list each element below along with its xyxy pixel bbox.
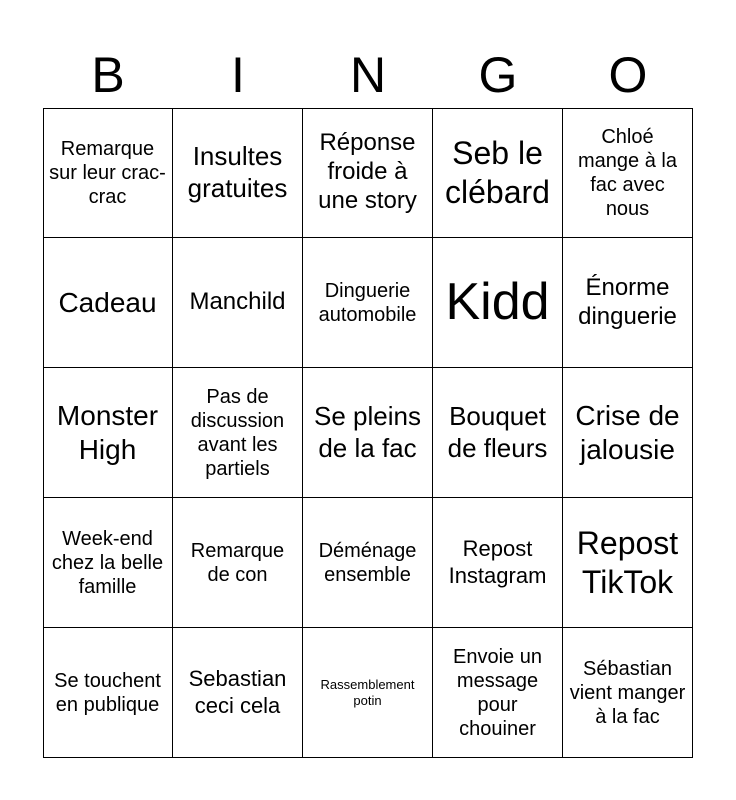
bingo-cell[interactable]: Se touchent en publique — [43, 628, 173, 758]
bingo-cell[interactable]: Pas de discussion avant les partiels — [173, 368, 303, 498]
bingo-cell[interactable]: Insultes gratuites — [173, 108, 303, 238]
bingo-header — [43, 42, 693, 108]
bingo-cell[interactable]: Sébastian vient manger à la fac — [563, 628, 693, 758]
bingo-cell[interactable]: Réponse froide à une story — [303, 108, 433, 238]
bingo-cell[interactable]: Manchild — [173, 238, 303, 368]
bingo-cell[interactable]: Sebastian ceci cela — [173, 628, 303, 758]
bingo-cell[interactable]: Repost TikTok — [563, 498, 693, 628]
bingo-cell[interactable]: Monster High — [43, 368, 173, 498]
header-letter-i: I — [231, 47, 245, 103]
bingo-cell[interactable]: Remarque sur leur crac-crac — [43, 108, 173, 238]
bingo-cell[interactable]: Envoie un message pour chouiner — [433, 628, 563, 758]
header-letter-o: O — [608, 47, 648, 103]
bingo-cell[interactable]: Seb le clébard — [433, 108, 563, 238]
bingo-cell[interactable]: Crise de jalousie — [563, 368, 693, 498]
header-letter-n: N — [349, 47, 387, 103]
bingo-cell[interactable]: Dinguerie automobile — [303, 238, 433, 368]
bingo-cell[interactable]: Chloé mange à la fac avec nous — [563, 108, 693, 238]
header-letter-b: B — [91, 47, 125, 103]
bingo-cell[interactable]: Bouquet de fleurs — [433, 368, 563, 498]
bingo-cell[interactable]: Déménage ensemble — [303, 498, 433, 628]
bingo-cell[interactable]: Remarque de con — [173, 498, 303, 628]
bingo-cell[interactable]: Cadeau — [43, 238, 173, 368]
bingo-cell[interactable]: Énorme dinguerie — [563, 238, 693, 368]
bingo-cell[interactable]: Se pleins de la fac — [303, 368, 433, 498]
bingo-grid — [43, 108, 693, 758]
bingo-cell[interactable]: Rassemblement potin — [303, 628, 433, 758]
bingo-cell[interactable]: Week-end chez la belle famille — [43, 498, 173, 628]
bingo-cell[interactable]: Repost Instagram — [433, 498, 563, 628]
header-letter-g: G — [478, 47, 518, 103]
bingo-cell[interactable]: Kidd — [433, 238, 563, 368]
